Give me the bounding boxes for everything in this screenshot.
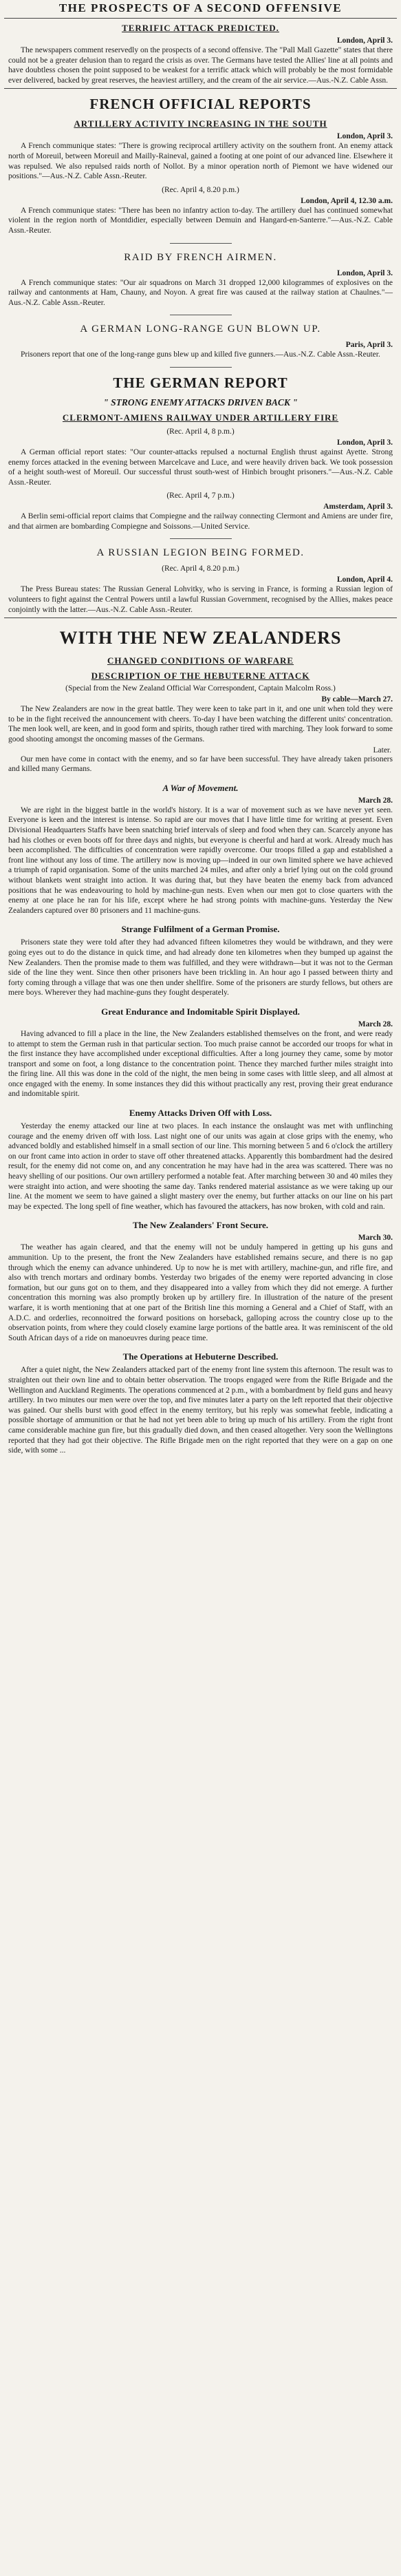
article-body: After a quiet night, the New Zealanders attacked part of the enemy front line system this afternoon. The result was to straighten out their own line and to obtain better observation. The troops engaged were from the Rifle Brigade and the Wellington and Auckland Regiments. The operations commenced at 2 p.m., with a bombardment by field guns and heavy artillery. In two minutes our men were over the top, and five minutes later a party on the left reported that their objective was gained. Our shells burst with good effect in the enemy territory, but his reply was somewhat feeble, indicating a possible shortage of ammunition or that he had not yet been able to bring up much of his artillery. From the right front came considerable machine gun fire, but this gradually died down, and then ceased altogether. Very soon the Wellingtons reported that they had got their objective. The Rifle Brigade men on the right reported that they were on a gap on one side, with some ... bbox=[8, 1366, 393, 1455]
article-body: Prisoners state they were told after they had advanced fifteen kilometres they would be withdrawn, and they were going eyes out to do the distance in quick time, and had already done ten kilometres when they bumped up against the New Zealanders. Then the promise made to them was fulfilled, and they were withdrawn—but it was not to the German side of the line they went. Since then other prisoners have been trickling in. An hour ago I passed between thirty and forty coming through a village that was one then under shellfire. Some of the prisoners are sturdy fellows, but others are mere boys. Wherever they had machine-guns they fought desperately. bbox=[8, 938, 393, 997]
article-subheadline: CLERMONT-AMIENS RAILWAY UNDER ARTILLERY FIRE bbox=[62, 412, 339, 423]
dateline: March 28. bbox=[358, 796, 393, 805]
article-body: The New Zealanders are now in the great battle. They were keen to take part in it, and one unit when told they were to be in the fight received the announcement with cheers. To-day I have been watching the different units' concentration. The men look well, are keen, and in good form and spirits, though rather tired with marching. They look forward to some good shooting amongst the oncoming masses of the Germans. bbox=[8, 705, 393, 744]
article-body: A German official report states: "Our counter-attacks repulsed a nocturnal English thrust against Ayette. Strong enemy forces attacked in the evening between Marcelcave and Luce, and were heavily driven back. We took possession of a height south-west of Moreuil. Our successful thrust south-west of Hinbich brought prisoners."—Aus.-N.Z. Cable Assn.-Reuter. bbox=[8, 447, 393, 487]
section-heading: A War of Movement. bbox=[162, 782, 239, 793]
article-body: A French communique states: "There is growing reciprocal artillery activity on the southern front. An enemy attack north of Moreuil, between Moreuil and Mailly-Raineval, gained a footing at one point of our advanced line. Elsewhere it was repulsed. We also repulsed raids north of Nollot. By a minor operation north of Piemont we have widened our positions."—Aus.-N.Z. Cable Assn.-Reuter. bbox=[8, 142, 393, 181]
dateline: London, April 4. bbox=[336, 576, 393, 584]
article-body: The Press Bureau states: The Russian General Lohvitky, who is serving in France, is forming a Russian legion of volunteers to fight against the Central Powers until a lawful Russian Government, recognised by the Allies, makes peace conjointly with the latter.—Aus.-N.Z. Cable Assn.-Reuter. bbox=[8, 585, 393, 614]
received-note: (Rec. April 4, 7 p.m.) bbox=[166, 492, 235, 500]
divider bbox=[4, 18, 397, 19]
divider bbox=[170, 538, 232, 539]
article-french-airmen bbox=[4, 252, 397, 308]
article-new-zealanders bbox=[4, 628, 397, 1455]
divider bbox=[170, 243, 232, 244]
byline: (Special from the New Zealand Official War Correspondent, Captain Malcolm Ross.) bbox=[65, 684, 336, 693]
article-body: Having advanced to fill a place in the line, the New Zealanders established themselves on the front, and were ready to attempt to stem the German rush in that particular section. Too much praise cannot be accorded our troops for what in the first instance they have accomplished under exceptional difficulties. After a long journey they came, some by motor transport and some on foot, a long distance to the concentration point. Thence they marched further miles straight into the firing line. All this was done in the cold of the night, the men being in some cases with little sleep, and all almost at once engaged with the enemy. In some instances they did this without practically any rest, proving their great endurance and indomitable spirit. bbox=[8, 1029, 393, 1099]
article-body: Yesterday the enemy attacked our line at two places. In each instance the onslaught was met with unflinching courage and the enemy driven off with loss. Last night one of our units was again at close grips with the enemy, who advanced boldly and established himself in a small section of our line. This morning between 5 and 6 o'clock the artillery on our front came into action in order to stave off other threatened attacks. Apparently this bombardment had the desired result, for the enemy did not come on, and any concentration he may have had in the area was scattered. There was no heavy shelling of our positions. Our own artillery performed a notable feat. After marching between 30 and 40 miles they were straight into action, and were shooting the same day. Tanks rendered material assistance as we were taking up our line. At the moment we seem to have gained a slight mastery over the enemy, but further attacks on our line on his part may be expected. The long spell of fine weather, which has favoured the attackers, has now broken, with cold and rain. bbox=[8, 1122, 393, 1211]
dateline: March 30. bbox=[358, 1234, 393, 1243]
dateline: By cable—March 27. bbox=[321, 695, 393, 704]
article-body: Prisoners report that one of the long-range guns blew up and killed five gunners.—Aus.-N.Z. Cable Assn.-Reuter. bbox=[21, 350, 380, 359]
article-body: Our men have come in contact with the enemy, and so far have been successful. They have already taken prisoners and killed many Germans. bbox=[8, 754, 393, 774]
article-headline: TERRIFIC ATTACK PREDICTED. bbox=[122, 23, 279, 33]
section-heading: The New Zealanders' Front Secure. bbox=[132, 1220, 269, 1231]
article-french-official bbox=[4, 96, 397, 235]
received-note: (Rec. April 4, 8 p.m.) bbox=[166, 427, 235, 436]
article-body: A French communique states: "There has been no infantry action to-day. The artillery duel has continued somewhat violent in the region north of Montdidier, especially between Demuin and Hangard-en-Santerre."—Aus.-N.Z. Cable Assn.-Reuter. bbox=[8, 206, 393, 235]
newspaper-page bbox=[4, 1, 397, 1456]
article-body: A Berlin semi-official report claims that Compiegne and the railway connecting Clermont and Amiens are under fire, and that airmen are bombarding Compiegne and Soissons.—United Service. bbox=[8, 512, 393, 531]
dateline: March 28. bbox=[358, 1020, 393, 1028]
article-russian-legion bbox=[4, 547, 397, 615]
article-headline: A GERMAN LONG-RANGE GUN BLOWN UP. bbox=[80, 324, 321, 335]
article-long-range-gun bbox=[4, 324, 397, 360]
article-subheadline: " STRONG ENEMY ATTACKS DRIVEN BACK " bbox=[103, 397, 298, 408]
article-terrific-attack bbox=[4, 23, 397, 85]
received-note: (Rec. April 4, 8.20 p.m.) bbox=[162, 185, 239, 194]
article-subheadline: DESCRIPTION OF THE HEBUTERNE ATTACK bbox=[91, 671, 310, 682]
article-body: The newspapers comment reservedly on the prospects of a second offensive. The "Pall Mall Gazette" states that there could not be a greater delusion than to regard the crisis as over. The Germans have tested the Allies' line at all points and have doubtless chosen the point supposed to be weakest for a terrific attack which will probably be the most formidable ever delivered, backed by great reserves, the heaviest artillery, and the cream of the air service.—Aus.-N.Z. Cable Assn. bbox=[8, 46, 393, 85]
article-german-report bbox=[4, 374, 397, 532]
dateline: London, April 3. bbox=[336, 268, 393, 277]
article-headline: WITH THE NEW ZEALANDERS bbox=[59, 628, 342, 648]
article-headline: A RUSSIAN LEGION BEING FORMED. bbox=[96, 547, 305, 559]
article-headline: RAID BY FRENCH AIRMEN. bbox=[124, 251, 277, 263]
dateline: Amsterdam, April 3. bbox=[323, 503, 393, 511]
divider bbox=[170, 367, 232, 368]
received-note: (Rec. April 4, 8.20 p.m.) bbox=[162, 564, 239, 573]
section-heading: Great Endurance and Indomitable Spirit Displayed. bbox=[101, 1006, 300, 1017]
article-body: We are right in the biggest battle in the world's history. It is a war of movement such as we have never yet seen. Everyone is keen and the interest is intense. So rapid are our moves that I have little time for writing at present. Even Divisional Headquarters Staffs have been snatching brief intervals of sleep and food when they can. Scarcely anyone has had his clothes or even boots off for three days and nights, but everyone is cheerful and hard at work. Already much has been accomplished. The difficulties of concentration were rapidly overcome. Our troops filled a gap and established a front line without any loss of time. The artillery now is moving up—indeed in our own limited sphere we have achieved a triumph of rapid organisation. Some of the units marched 24 miles, and after only a brief lying out on the cold ground without blankets went straight into action. It was during that, but they have beaten the enemy back from advanced positions that he was endeavouring to hold by machine-gun nests. Even when our men got to close quarters with the enemy at one place he ran for his life, except where he had strong points with machine-guns. Yesterday the New Zealanders captured over 80 prisoners and 11 machine-guns. bbox=[8, 805, 393, 915]
dateline: Later. bbox=[373, 746, 391, 754]
article-headline: FRENCH OFFICIAL REPORTS bbox=[89, 96, 312, 113]
article-body: The weather has again cleared, and that the enemy will not be unduly hampered in getting up his guns and ammunition. Up to the present, the front the New Zealanders have established remains secure, and there is no gap through which the enemy can advance unhindered. Up to now he is met with artillery, machine-gun, and rifle fire, and also with trench mortars and ordinary bombs. Yesterday two brigades of the enemy were reported advancing in close formation, but our guns got on to them, and they disappeared into a valley from which they did not emerge. A further concentration this morning was also promptly broken up by artillery fire. In illustration of the nature of the present warfare, it is worth mentioning that at one part of the British line this morning a General and a Chief of Staff, with an A.D.C. and orderlies, reconnoitred the forward positions on horseback, galloping across the country close up to the observation points, from where they could closely examine large portions of the battle area. It was reminiscent of the old South African days of a ride on manoeuvres during peace time. bbox=[8, 1243, 393, 1342]
page-title: THE PROSPECTS OF A SECOND OFFENSIVE bbox=[58, 1, 343, 14]
dateline: Paris, April 3. bbox=[345, 341, 393, 350]
dateline: London, April 3. bbox=[336, 132, 393, 141]
article-subheadline: CHANGED CONDITIONS OF WARFARE bbox=[107, 655, 294, 666]
dateline: London, April 4, 12.30 a.m. bbox=[301, 196, 393, 205]
section-heading: The Operations at Hebuterne Described. bbox=[122, 1351, 279, 1362]
divider bbox=[4, 88, 397, 89]
article-headline: THE GERMAN REPORT bbox=[113, 374, 288, 391]
dateline: London, April 3. bbox=[336, 36, 393, 45]
article-subheadline: ARTILLERY ACTIVITY INCREASING IN THE SOUTH bbox=[74, 118, 327, 129]
section-heading: Strange Fulfilment of a German Promise. bbox=[121, 924, 280, 935]
divider bbox=[4, 617, 397, 618]
dateline: London, April 3. bbox=[336, 438, 393, 447]
article-body: A French communique states: "Our air squadrons on March 31 dropped 12,000 kilogrammes of explosives on the railway and cantonments at Ham, Chauny, and Noyon. A great fire was caused at the railway station at Chaulnes."—Aus.-N.Z. Cable Assn.-Reuter. bbox=[8, 278, 393, 307]
section-heading: Enemy Attacks Driven Off with Loss. bbox=[129, 1108, 272, 1119]
